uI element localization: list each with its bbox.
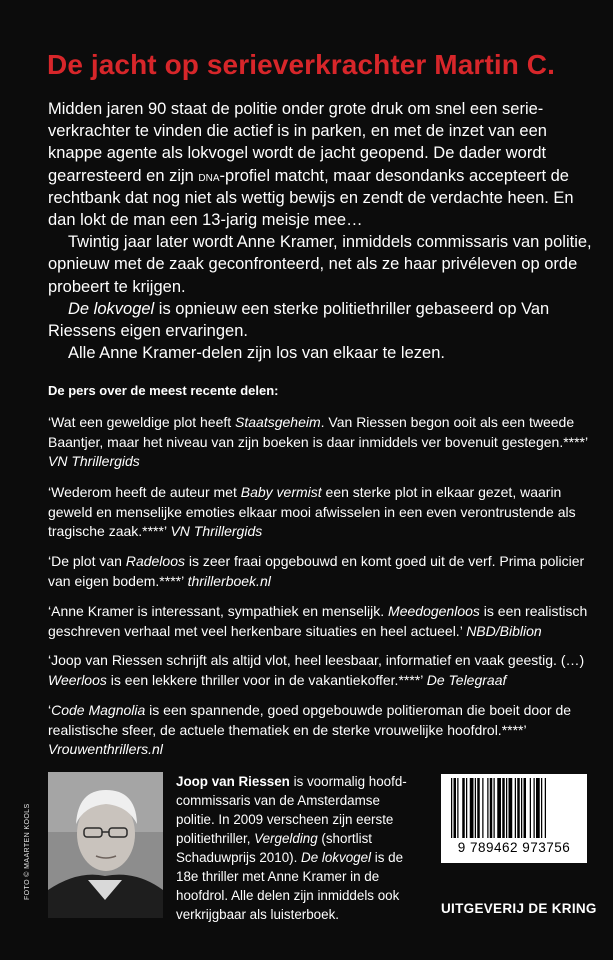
- bio-text: is voormalig hoofdcommissaris van de Amsterdamse politie. In 2009 verscheen zijn eerste politiethriller,: [176, 774, 407, 846]
- author-photo: [48, 772, 163, 918]
- cover-title: De jacht op serieverkrachter Martin C.: [47, 49, 555, 80]
- barcode-bar: [534, 778, 535, 838]
- blurb-paragraph-1: [48, 98, 593, 231]
- barcode: [441, 774, 587, 863]
- barcode-bar: [470, 778, 474, 838]
- quote-source: VN Thrillergids: [170, 523, 263, 539]
- press-heading: De pers over de meest recente delen:: [48, 383, 279, 398]
- quote-text: ‘Anne Kramer is interessant, sympathiek en menselijk.: [48, 603, 389, 619]
- bio-book-title: Vergelding: [254, 831, 318, 846]
- barcode-bar: [462, 778, 465, 838]
- barcode-bar: [451, 778, 452, 838]
- barcode-bar: [524, 778, 527, 838]
- barcode-bar: [521, 778, 522, 838]
- quote-text: ‘: [48, 702, 52, 718]
- barcode-bar: [536, 778, 540, 838]
- quote-text: ‘De plot van: [48, 553, 126, 569]
- quote-text: is een lekkere thriller voor in de vakantiekoffer.****’: [106, 671, 427, 688]
- bio-book-title: De lokvogel: [301, 850, 372, 865]
- quote-text: . Van Riessen begon ooit als een tweede Baantjer, maar het niveau van zijn boeken is daar inmiddels ver bovenuit gestegen.****’: [48, 414, 588, 450]
- quote-text: ‘Wat een geweldige plot heeft: [48, 414, 236, 430]
- quote-book: Code Magnolia: [51, 702, 146, 718]
- blurb-text: Midden jaren 90 staat de politie onder grote druk om snel een serieverkrachter te vinden die actief is in parken, en met de inzet van een knappe agente als lokvogel wordt de jacht geopend. De dader wordt gearresteerd en zijn: [48, 100, 547, 185]
- quote-book: Meedogenloos: [388, 603, 480, 619]
- quote-book: Weerloos: [48, 671, 107, 688]
- author-portrait-illustration: [48, 772, 163, 918]
- press-quote: [48, 651, 593, 690]
- press-quote: [48, 413, 593, 472]
- blurb-paragraph-4: Alle Anne Kramer-delen zijn los van elkaar te lezen.: [68, 344, 445, 363]
- quote-book: Baby vermist: [240, 484, 322, 500]
- quote-source: NBD/Biblion: [466, 622, 542, 639]
- press-quote: [48, 602, 593, 641]
- barcode-bar: [502, 778, 505, 838]
- blurb-paragraph-3: [48, 298, 593, 342]
- barcode-bar: [494, 778, 495, 838]
- photo-credit: FOTO © MAARTEN KOOLS: [24, 803, 31, 900]
- author-bio: [176, 772, 421, 924]
- blurb-paragraph-2: Twintig jaar later wordt Anne Kramer, inmiddels commissaris van politie, opnieuw met de zaak geconfronteerd, net als ze haar privéleven op orde probeert te krijgen.: [48, 233, 592, 296]
- quote-text: is een spannende, goed opgebouwde politieroman die boeit door de realistische sfeer, de actuele thematiek en de sterke vrouwelijke hoofdrol.****’: [48, 702, 572, 738]
- blurb-text: -profiel matcht, maar desondanks accepteert de rechtbank dat nog niet als wettig bewijs en zendt de verdachte heen. En dan lokt de man een 13-jarig meisje mee…: [48, 166, 574, 230]
- barcode-bar: [530, 778, 531, 838]
- barcode-bar: [454, 778, 457, 838]
- quote-book: Staatsgeheim: [235, 414, 321, 430]
- quote-source: VN Thrillergids: [48, 453, 140, 469]
- barcode-bar: [475, 778, 476, 838]
- dna-abbreviation: dna: [198, 167, 220, 184]
- quote-source: Vrouwenthrillers.nl: [48, 741, 163, 757]
- barcode-bar: [509, 778, 513, 838]
- quote-text: ‘Joop van Riessen schrijft als altijd vlot, heel leesbaar, informatief en vaak geestig. (…): [48, 652, 585, 668]
- barcode-bar: [517, 778, 520, 838]
- quote-source: thrillerboek.nl: [187, 572, 271, 589]
- book-title: De lokvogel: [68, 299, 155, 318]
- isbn-number: 9 789462 973756: [457, 840, 571, 855]
- press-quote: [48, 483, 593, 542]
- quote-text: is zeer fraai opgebouwd en komt goed uit de verf. Prima policier van eigen bodem.****’: [48, 553, 585, 589]
- bio-text: (shortlist Schaduwprijs 2010).: [176, 831, 373, 865]
- barcode-bar: [477, 778, 480, 838]
- publisher-name: UITGEVERIJ DE KRING: [441, 901, 597, 916]
- press-quote: [48, 552, 593, 591]
- barcode-bar: [487, 778, 488, 838]
- quote-source: De Telegraaf: [426, 671, 507, 688]
- barcode-bar: [497, 778, 501, 838]
- barcode-bar: [545, 778, 546, 838]
- author-name: Joop van Riessen: [176, 774, 290, 789]
- barcode-bar: [506, 778, 507, 838]
- barcode-bar: [482, 778, 483, 838]
- barcode-bar: [457, 778, 458, 838]
- quote-text: ‘Wederom heeft de auteur met: [48, 484, 241, 500]
- barcode-bar: [466, 778, 467, 838]
- quote-text: een sterke plot in elkaar gezet, waarin geweld en menselijke emoties elkaar mooi afwisselen in een even verontrustende als tragische zaak.****’: [48, 484, 576, 539]
- blurb-text: is opnieuw een sterke politiethriller gebaseerd op Van Riessens eigen ervaringen.: [48, 299, 550, 341]
- bio-text: is de 18e thriller met Anne Kramer in de hoofdrol. Alle delen zijn inmiddels ook verkrijgbaar als luisterboek.: [176, 850, 404, 922]
- barcode-bar: [515, 778, 516, 838]
- quote-text: is een realistisch geschreven verhaal met veel herkenbare situaties en heel actueel.’: [48, 603, 588, 639]
- barcode-bar: [490, 778, 493, 838]
- barcode-bars: [449, 778, 579, 840]
- blurb: [48, 98, 593, 364]
- barcode-bar: [541, 778, 542, 838]
- quote-book: Radeloos: [125, 553, 185, 569]
- press-quote: [48, 701, 593, 760]
